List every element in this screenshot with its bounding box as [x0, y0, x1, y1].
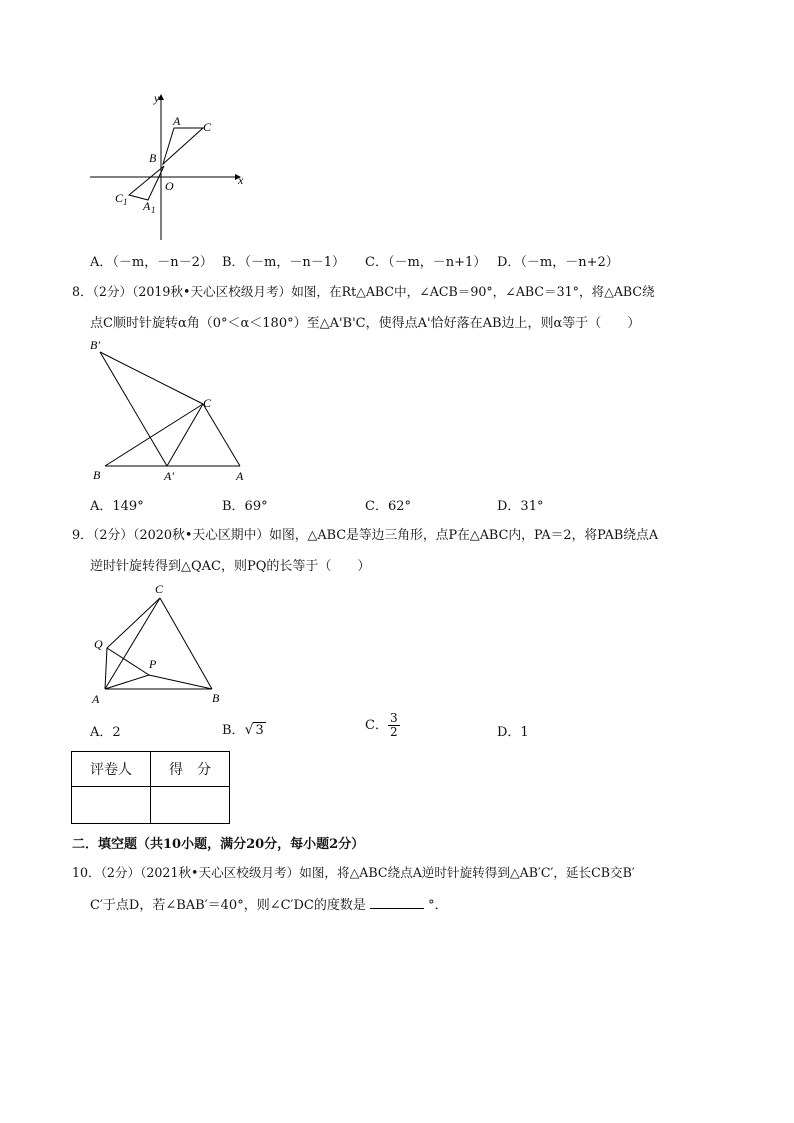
segment-p-b	[149, 675, 212, 689]
q8-option-a: A．149°	[90, 499, 144, 514]
q10-line2-text: C′于点D，若∠BAB′＝40°，则∠C′DC的度数是	[90, 898, 366, 913]
q9-option-c	[365, 712, 400, 739]
q7-option-a: A．（－m，－n－2）	[90, 255, 213, 270]
q8-line2: 点C顺时针旋转α角（0°＜α＜180°）至△A'B'C，使得点A'恰好落在AB边上，则α等于（ ）	[90, 316, 641, 331]
label-o: O	[165, 179, 174, 193]
label-b-prime: B'	[90, 338, 100, 352]
triangle-abc	[163, 128, 203, 164]
q9-option-b	[222, 719, 266, 738]
label-a: A	[236, 469, 244, 483]
q7-option-c: C．（－m，－n+1）	[365, 255, 487, 270]
section-title: 二．填空题（共10小题，满分20分，每小题2分）	[72, 837, 365, 852]
q10-line2	[90, 894, 448, 916]
segment-q-c	[107, 598, 160, 648]
q8-option-c: C．62°	[365, 499, 411, 514]
label-a1: A	[143, 199, 151, 213]
label-c: C	[203, 120, 212, 134]
segment-q-p	[107, 648, 149, 675]
q9-option-d: D．1	[497, 725, 529, 740]
segment-p-a	[105, 675, 149, 689]
label-c1-sub: 1	[123, 197, 128, 207]
segment-c-a	[203, 404, 240, 466]
answer-blank[interactable]	[370, 894, 424, 909]
q7-option-b: B．（－m，－n－1）	[222, 255, 346, 270]
q10-line2-suffix: °．	[428, 898, 448, 913]
q9-line2: 逆时针旋转得到△QAC，则PQ的长等于（ ）	[90, 559, 371, 574]
q8-option-b: B．69°	[222, 499, 268, 514]
q9-option-b-radicand: 3	[255, 723, 264, 738]
triangle-a1b1c1	[129, 166, 164, 200]
label-a: A	[92, 692, 100, 706]
segment-c-b	[160, 598, 212, 689]
score-table-score-header: 得 分	[151, 752, 230, 787]
q9-option-b-prefix: B．	[222, 723, 245, 738]
label-x: x	[238, 173, 244, 187]
label-b: B	[212, 691, 220, 705]
label-y: y	[154, 91, 160, 105]
q9-figure	[85, 578, 235, 713]
label-c: C	[155, 582, 164, 596]
score-table-reviewer-header: 评卷人	[72, 752, 151, 787]
q8-figure	[85, 335, 260, 485]
q9-option-a: A．2	[90, 725, 121, 740]
q9-option-c-denominator: 2	[389, 725, 398, 739]
q7-option-d: D．（－m，－n+2）	[497, 255, 619, 270]
label-a-prime: A'	[164, 469, 174, 483]
segment-b-c	[105, 404, 203, 466]
label-a1-sub: 1	[151, 205, 156, 215]
q9-option-c-numerator: 3	[389, 711, 398, 725]
q8-line1: 8．（2分）（2019秋•天心区校级月考）如图，在Rt△ABC中，∠ACB＝90°，∠ABC＝31°，将△ABC绕	[72, 284, 655, 299]
q8-option-d: D．31°	[497, 499, 544, 514]
score-table	[71, 751, 230, 824]
score-table-reviewer-cell	[72, 787, 151, 824]
label-c1: C	[115, 191, 124, 205]
segment-q-a	[105, 648, 107, 689]
label-p: P	[149, 657, 157, 671]
score-table-score-cell	[151, 787, 230, 824]
q9-option-c-prefix: C．	[365, 718, 388, 733]
q10-line1: 10．（2分）（2021秋•天心区校级月考）如图，将△ABC绕点A逆时针旋转得到△AB′C′，延长CB交B′	[72, 865, 635, 880]
segment-aprime-c	[167, 404, 203, 466]
label-q: Q	[94, 637, 103, 651]
label-b: B	[149, 151, 157, 165]
label-c: C	[203, 396, 212, 410]
sqrt-symbol: √ 3	[244, 722, 264, 738]
label-a: A	[173, 114, 181, 128]
fraction	[388, 712, 400, 739]
label-b: B	[93, 468, 101, 482]
q7-figure	[85, 90, 255, 245]
q9-line1: 9．（2分）（2020秋•天心区期中）如图，△ABC是等边三角形，点P在△ABC内，PA＝2，将PAB绕点A	[72, 528, 659, 543]
